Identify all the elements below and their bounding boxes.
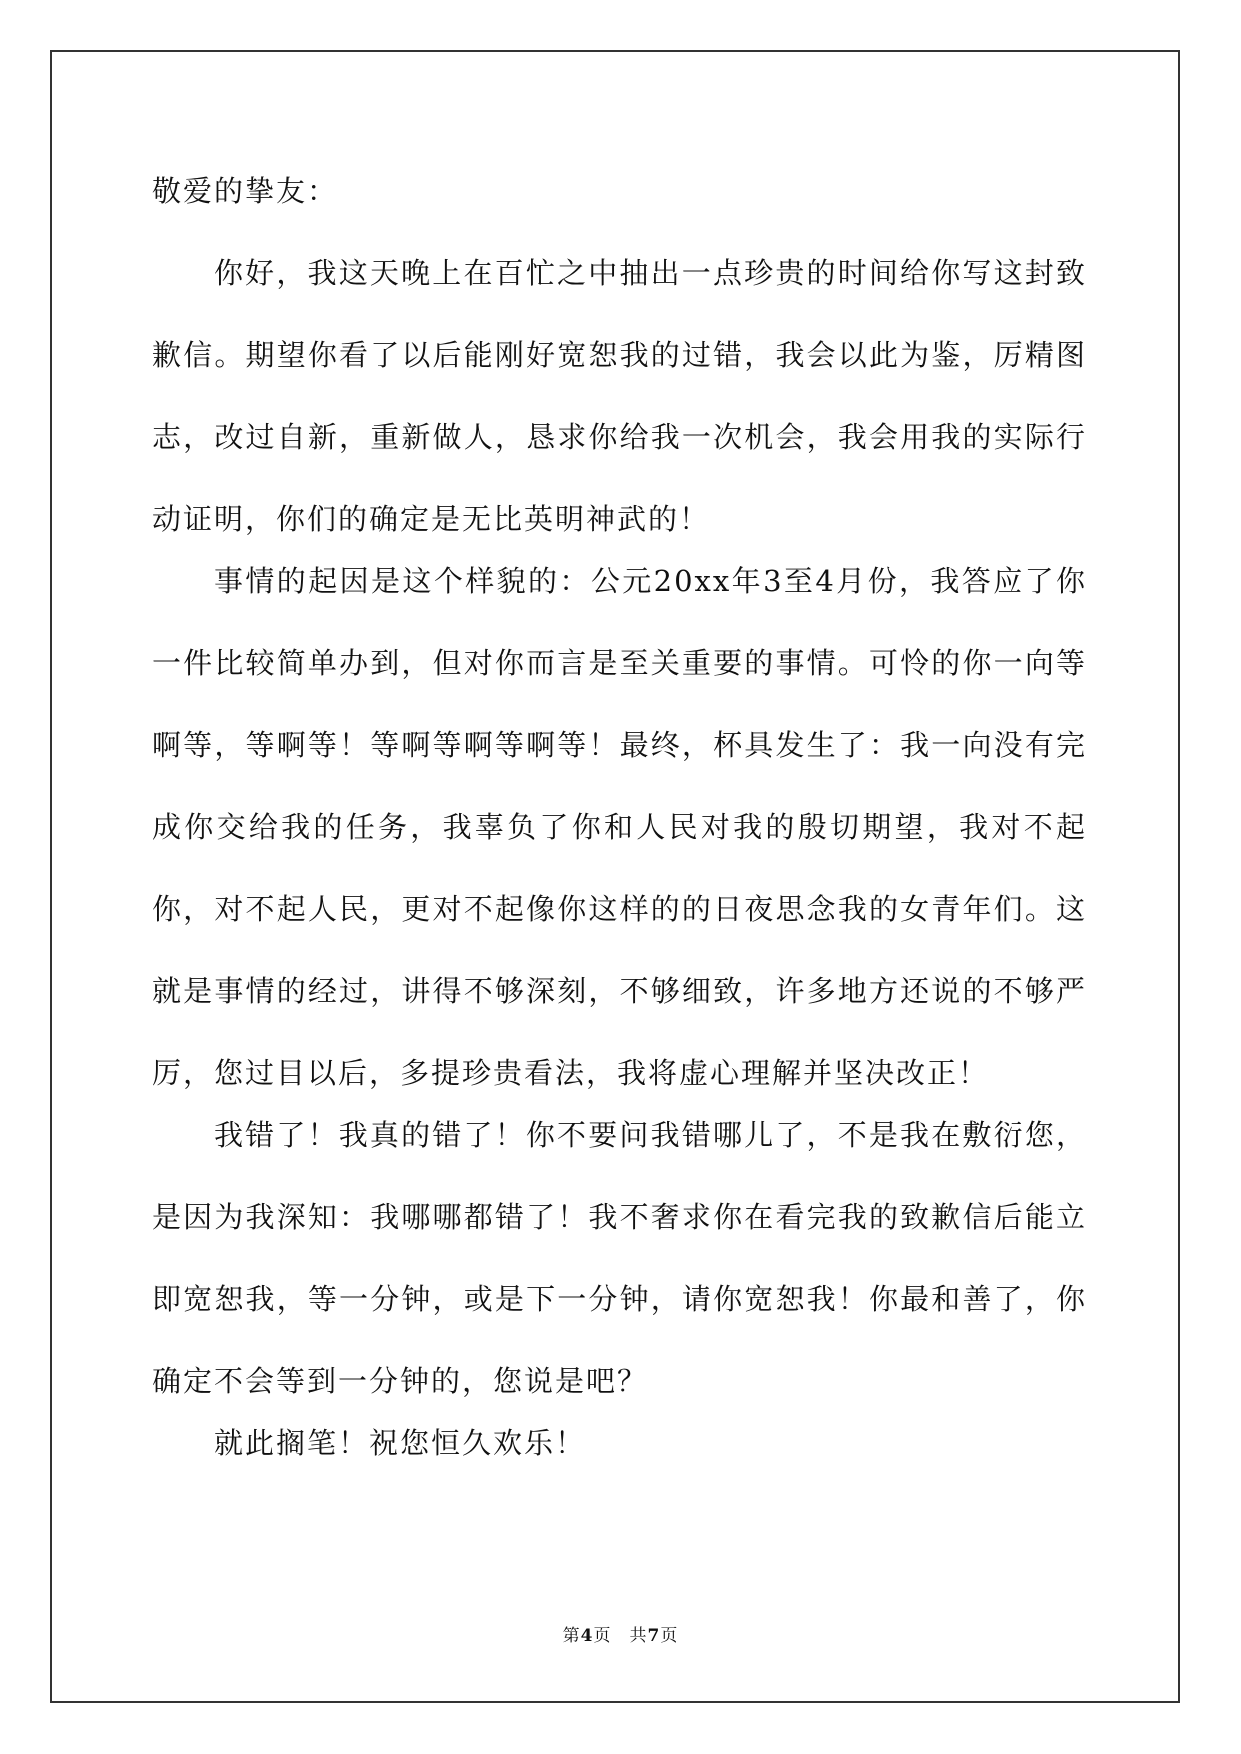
total-pages-number: 7: [647, 1626, 661, 1646]
salutation: 敬爱的挚友：: [152, 174, 339, 208]
paragraph-apology: 我错了！我真的错了！你不要问我错哪儿了，不是我在敷衍您，是因为我深知：我哪哪都错了！我不奢求你在看完我的致歉信后能立即宽恕我，等一分钟，或是下一分钟，请你宽恕我！你最和善了，你确定不会等到一分钟的，您说是吧？: [152, 1118, 1087, 1398]
letter-body: [152, 170, 1087, 1484]
current-page-number: 4: [580, 1626, 594, 1646]
total-prefix: 共: [629, 1626, 648, 1646]
paragraph-story: 事情的起因是这个样貌的：公元20xx年3至4月份，我答应了你一件比较简单办到，但对你而言是至关重要的事情。可怜的你一向等啊等，等啊等！等啊等啊等啊等！最终，杯具发生了：我一向没有完成你交给我的任务，我辜负了你和人民对我的殷切期望，我对不起你，对不起人民，更对不起像你这样的的日夜思念我的女青年们。这就是事情的经过，讲得不够深刻，不够细致，许多地方还说的不够严厉，您过目以后，多提珍贵看法，我将虚心理解并坚决改正！: [152, 564, 1087, 1090]
total-suffix: 页: [660, 1626, 679, 1646]
paragraph-greeting: 你好，我这天晚上在百忙之中抽出一点珍贵的时间给你写这封致歉信。期望你看了以后能刚好宽恕我的过错，我会以此为鉴，厉精图志，改过自新，重新做人，恳求你给我一次机会，我会用我的实际行动证明，你们的确定是无比英明神武的！: [152, 256, 1087, 536]
page-suffix: 页: [593, 1626, 612, 1646]
paragraph-closing: 就此搁笔！祝您恒久欢乐！: [214, 1426, 587, 1460]
page-footer: [0, 1621, 1241, 1646]
page-prefix: 第: [562, 1626, 581, 1646]
